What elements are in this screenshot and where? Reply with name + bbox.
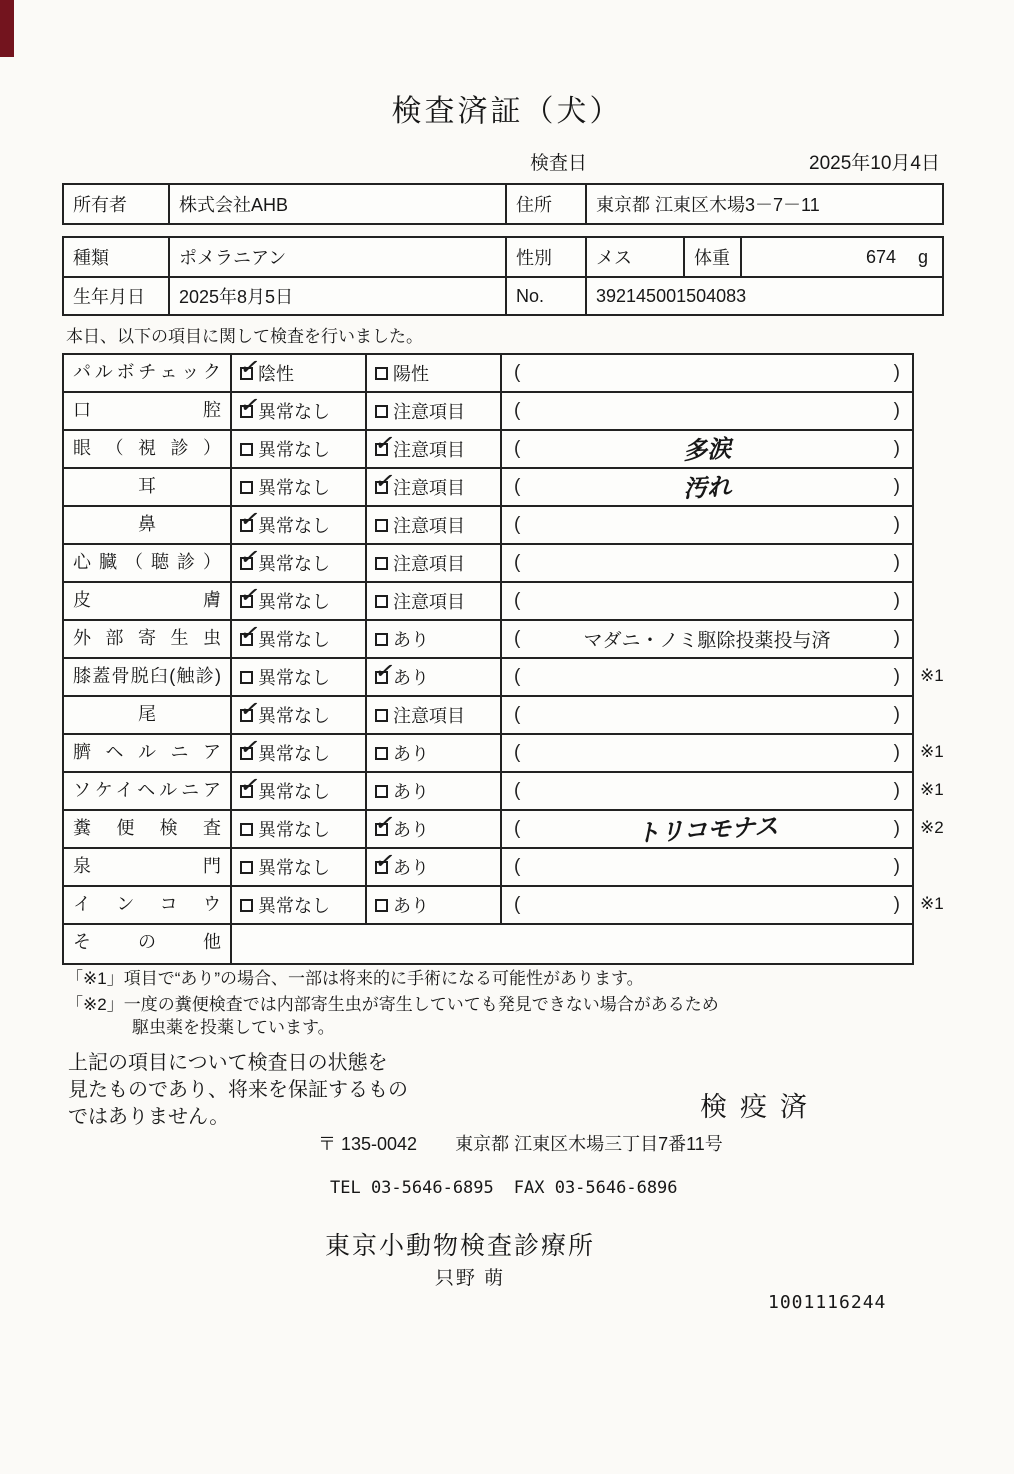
checkbox-icon xyxy=(375,633,388,646)
item-label: 臍ヘルニア xyxy=(64,735,232,773)
inspection-date-row xyxy=(505,148,940,175)
item-label: 外部寄生虫 xyxy=(64,621,232,659)
check-mark-icon: ✓ xyxy=(237,692,263,725)
breed-row xyxy=(64,238,942,276)
check-mark-icon: ✓ xyxy=(237,540,263,573)
checkbox-cell xyxy=(232,388,367,431)
paren-close-icon: ) xyxy=(893,362,900,383)
sex-value: メス xyxy=(587,238,685,276)
clinic-address: 東京都 江東区木場三丁目7番11号 xyxy=(455,1134,723,1154)
checkbox-label: 異常なし xyxy=(258,592,330,612)
check-mark-icon: ✓ xyxy=(372,426,398,459)
checkbox-label: 異常なし xyxy=(258,820,330,840)
paren-open-icon: ( xyxy=(514,894,521,915)
inspection-row xyxy=(64,768,912,811)
checkbox-label: あり xyxy=(393,782,429,802)
checkbox-cell xyxy=(367,426,502,469)
paren-open-icon: ( xyxy=(514,514,521,535)
checkbox-icon xyxy=(237,730,263,763)
checkbox-icon xyxy=(375,519,388,532)
owner-label: 所有者 xyxy=(64,185,170,223)
checkbox-cell xyxy=(232,469,367,507)
inspection-date-label: 検査日 xyxy=(530,153,588,174)
paren-close-icon: ) xyxy=(893,818,900,839)
checkbox-cell xyxy=(232,768,367,811)
weight-value xyxy=(742,238,942,276)
checkbox-icon xyxy=(240,899,253,912)
checkbox-cell xyxy=(367,464,502,507)
checkbox-cell xyxy=(367,393,502,431)
check-mark-icon: ✓ xyxy=(237,502,263,535)
serial-number: 1001116244 xyxy=(768,1292,887,1313)
handwritten-note: トリコモナス xyxy=(635,811,780,848)
footnote-1: 「※1」項目で“あり”の場合、一部は将来的に手術になる可能性があります。 xyxy=(66,969,644,988)
paren-close-icon: ) xyxy=(893,704,900,725)
paren-open-icon: ( xyxy=(514,552,521,573)
checkbox-icon xyxy=(372,464,398,497)
inspection-row xyxy=(64,806,912,849)
checkbox-label: 異常なし xyxy=(258,478,330,498)
checkbox-label: 注意項目 xyxy=(393,478,465,498)
footnote-ref: ※1 xyxy=(920,666,944,685)
paren-close-icon: ) xyxy=(893,780,900,801)
checkbox-icon xyxy=(240,481,253,494)
disclaimer-line2: 見たものであり、将来を保証するもの xyxy=(68,1079,408,1101)
checkbox-icon xyxy=(237,692,263,725)
checkbox-label: 異常なし xyxy=(258,858,330,878)
checkbox-icon xyxy=(237,768,263,801)
checkbox-cell xyxy=(232,431,367,469)
inspection-row xyxy=(64,350,912,393)
weight-number: 674 xyxy=(865,246,896,267)
checkbox-icon xyxy=(237,388,263,421)
checkbox-cell xyxy=(367,735,502,773)
item-label: 糞便検査 xyxy=(64,811,232,849)
birthdate-value: 2025年8月5日 xyxy=(170,276,507,314)
id-number-label: No. xyxy=(507,276,587,314)
check-mark-icon: ✓ xyxy=(237,388,263,421)
checkbox-label: あり xyxy=(393,630,429,650)
checkbox-label: 異常なし xyxy=(258,402,330,422)
item-label: 皮膚 xyxy=(64,583,232,621)
checkbox-icon xyxy=(237,350,263,383)
footnote-ref: ※2 xyxy=(920,818,944,837)
item-label: インコウ xyxy=(64,887,232,925)
remarks-cell xyxy=(502,355,912,393)
check-mark-icon: ✓ xyxy=(237,730,263,763)
paren-close-icon: ) xyxy=(893,894,900,915)
checkbox-label: 陰性 xyxy=(258,364,294,384)
remarks-cell xyxy=(502,849,912,887)
breed-value: ポメラニアン xyxy=(170,238,507,276)
checkbox-label: 異常なし xyxy=(258,440,330,460)
checkbox-icon xyxy=(375,367,388,380)
inspection-row xyxy=(64,464,912,507)
checkbox-cell xyxy=(367,583,502,621)
checkbox-icon xyxy=(240,443,253,456)
checkbox-label: あり xyxy=(393,820,429,840)
checkbox-label: 陽性 xyxy=(393,364,429,384)
item-label: 泉門 xyxy=(64,849,232,887)
footnote-ref: ※1 xyxy=(920,894,944,913)
remarks-cell xyxy=(502,659,912,697)
checkbox-cell xyxy=(232,692,367,735)
clinic-tel: TEL 03-5646-6895 xyxy=(330,1178,494,1198)
remarks-cell xyxy=(502,887,912,925)
clinic-fax: FAX 03-5646-6896 xyxy=(513,1178,678,1198)
footnote-2-line1: 「※2」一度の糞便検査では内部寄生虫が寄生していても発見できない場合があるため xyxy=(66,995,719,1014)
disclaimer-text xyxy=(68,1050,408,1131)
checkbox-cell xyxy=(367,773,502,811)
item-label: その他 xyxy=(64,925,232,963)
checkbox-icon xyxy=(240,861,253,874)
item-label: パルボチェック xyxy=(64,355,232,393)
postal-code: 〒 135-0042 xyxy=(318,1134,418,1154)
paren-close-icon: ) xyxy=(893,476,900,497)
paren-close-icon: ) xyxy=(893,552,900,573)
checkbox-icon xyxy=(375,405,388,418)
item-label: 口腔 xyxy=(64,393,232,431)
remarks-cell xyxy=(502,773,912,811)
intro-text: 本日、以下の項目に関して検査を行いました。 xyxy=(66,327,423,346)
owner-table xyxy=(62,183,944,225)
item-label: 膝蓋骨脱臼(触診) xyxy=(64,659,232,697)
item-label: 尾 xyxy=(64,697,232,735)
inspection-row xyxy=(64,925,912,963)
disclaimer-line3: ではありません。 xyxy=(68,1106,230,1128)
checkbox-cell xyxy=(232,578,367,621)
birth-row xyxy=(64,276,942,314)
check-mark-icon: ✓ xyxy=(237,578,263,611)
checkbox-label: 異常なし xyxy=(258,782,330,802)
remarks-cell xyxy=(502,697,912,735)
paren-close-icon: ) xyxy=(893,590,900,611)
paren-close-icon: ) xyxy=(893,400,900,421)
checkbox-label: 注意項目 xyxy=(393,706,465,726)
checkbox-icon xyxy=(372,844,398,877)
remarks-cell xyxy=(502,393,912,431)
address-value: 東京都 江東区木場3－7－11 xyxy=(596,195,820,215)
remarks-cell xyxy=(502,735,912,773)
checkbox-cell xyxy=(232,730,367,773)
checkbox-label: 注意項目 xyxy=(393,592,465,612)
paren-close-icon: ) xyxy=(893,438,900,459)
paren-open-icon: ( xyxy=(514,856,521,877)
weight-label: 体重 xyxy=(685,238,742,276)
disclaimer-line1: 上記の項目について検査日の状態を xyxy=(68,1052,388,1074)
checkbox-cell xyxy=(367,697,502,735)
checkbox-cell xyxy=(232,811,367,849)
checkbox-label: 注意項目 xyxy=(393,516,465,536)
item-label: 耳 xyxy=(64,469,232,507)
checkbox-icon xyxy=(237,578,263,611)
inspection-row xyxy=(64,616,912,659)
checkbox-icon xyxy=(375,557,388,570)
checkbox-cell xyxy=(367,806,502,849)
remarks-cell xyxy=(502,621,912,659)
checkbox-cell xyxy=(367,355,502,393)
checkbox-cell xyxy=(367,887,502,925)
owner-value: 株式会社AHB xyxy=(170,185,507,223)
paren-close-icon: ) xyxy=(893,742,900,763)
id-number-value: 392145001504083 xyxy=(587,276,942,314)
page-title: 検査済証（犬） xyxy=(391,95,623,128)
check-mark-icon: ✓ xyxy=(372,844,398,877)
checkbox-icon xyxy=(375,595,388,608)
checkbox-icon xyxy=(372,654,398,687)
checkbox-icon xyxy=(375,709,388,722)
paren-open-icon: ( xyxy=(514,780,521,801)
checkbox-label: 異常なし xyxy=(258,554,330,574)
inspection-row xyxy=(64,692,912,735)
check-mark-icon: ✓ xyxy=(237,616,263,649)
inspection-row xyxy=(64,887,912,925)
check-mark-icon: ✓ xyxy=(237,768,263,801)
checkbox-cell xyxy=(232,540,367,583)
checkbox-icon xyxy=(240,823,253,836)
remarks-cell xyxy=(502,507,912,545)
footnote-marks xyxy=(920,353,980,963)
animal-table xyxy=(62,236,944,316)
checkbox-cell xyxy=(232,616,367,659)
remarks-cell xyxy=(502,583,912,621)
inspection-row xyxy=(64,844,912,887)
checkbox-icon xyxy=(240,671,253,684)
check-mark-icon: ✓ xyxy=(237,350,263,383)
remarks-cell xyxy=(502,469,912,507)
remarks-cell xyxy=(502,811,912,849)
inspection-row xyxy=(64,654,912,697)
checkbox-icon xyxy=(375,747,388,760)
clinic-name: 東京小動物検査診療所 xyxy=(325,1232,596,1260)
checkbox-label: 異常なし xyxy=(258,668,330,688)
paren-open-icon: ( xyxy=(514,400,521,421)
checkbox-label: 注意項目 xyxy=(393,402,465,422)
check-mark-icon: ✓ xyxy=(372,464,398,497)
checkbox-label: 注意項目 xyxy=(393,554,465,574)
empty-cell xyxy=(232,925,912,963)
clinic-address-line xyxy=(318,1130,723,1156)
remarks-cell xyxy=(502,431,912,469)
check-mark-icon: ✓ xyxy=(372,806,398,839)
checkbox-label: 異常なし xyxy=(258,516,330,536)
footnote-ref: ※1 xyxy=(920,780,944,799)
paren-open-icon: ( xyxy=(514,438,521,459)
inspection-row xyxy=(64,540,912,583)
paren-open-icon: ( xyxy=(514,818,521,839)
scan-artifact-mark xyxy=(0,0,14,57)
checkbox-icon xyxy=(237,540,263,573)
checkbox-cell xyxy=(232,849,367,887)
paren-close-icon: ) xyxy=(893,856,900,877)
birthdate-label: 生年月日 xyxy=(64,276,170,314)
remarks-cell xyxy=(502,545,912,583)
item-label: 心臓（聴診） xyxy=(64,545,232,583)
checkbox-cell xyxy=(232,659,367,697)
checkbox-label: 異常なし xyxy=(258,630,330,650)
weight-unit: g xyxy=(917,246,928,267)
inspection-table xyxy=(62,350,914,965)
inspection-row xyxy=(64,388,912,431)
inspection-row xyxy=(64,426,912,469)
checkbox-icon xyxy=(237,616,263,649)
paren-open-icon: ( xyxy=(514,666,521,687)
clinic-contact-line xyxy=(330,1178,678,1198)
checkbox-label: 異常なし xyxy=(258,744,330,764)
checkbox-cell xyxy=(367,621,502,659)
checkbox-cell xyxy=(367,507,502,545)
breed-label: 種類 xyxy=(64,238,170,276)
checkbox-label: 異常なし xyxy=(258,896,330,916)
checkbox-cell xyxy=(232,350,367,393)
inspection-row xyxy=(64,502,912,545)
sex-label: 性別 xyxy=(507,238,587,276)
checkbox-label: 注意項目 xyxy=(393,440,465,460)
paren-close-icon: ) xyxy=(893,666,900,687)
checkbox-label: あり xyxy=(393,744,429,764)
item-label: 鼻 xyxy=(64,507,232,545)
inspection-row xyxy=(64,730,912,773)
checkbox-label: 異常なし xyxy=(258,706,330,726)
examiner-name: 只野 萌 xyxy=(434,1268,506,1289)
paren-close-icon: ) xyxy=(893,628,900,649)
paren-open-icon: ( xyxy=(514,628,521,649)
paren-open-icon: ( xyxy=(514,742,521,763)
handwritten-note: 汚れ xyxy=(682,471,732,503)
checkbox-cell xyxy=(367,545,502,583)
paren-open-icon: ( xyxy=(514,704,521,725)
checkbox-icon xyxy=(375,899,388,912)
owner-row xyxy=(64,185,942,223)
checkbox-cell xyxy=(232,887,367,925)
checkbox-icon xyxy=(372,426,398,459)
paren-close-icon: ) xyxy=(893,514,900,535)
checkbox-icon xyxy=(372,806,398,839)
footnote-ref: ※1 xyxy=(920,742,944,761)
quarantine-stamp: 検疫済 xyxy=(700,1092,820,1122)
paren-open-icon: ( xyxy=(514,590,521,611)
checkbox-cell xyxy=(367,844,502,887)
checkbox-label: あり xyxy=(393,896,429,916)
checkbox-cell xyxy=(232,502,367,545)
check-mark-icon: ✓ xyxy=(372,654,398,687)
checkbox-icon xyxy=(375,785,388,798)
handwritten-note: 多涙 xyxy=(682,433,732,465)
paren-open-icon: ( xyxy=(514,476,521,497)
address-label: 住所 xyxy=(507,185,587,223)
checkbox-label: あり xyxy=(393,668,429,688)
footnote-2-line2: 駆虫薬を投薬しています。 xyxy=(132,1018,335,1037)
item-label: ソケイヘルニア xyxy=(64,773,232,811)
inspection-row xyxy=(64,578,912,621)
paren-open-icon: ( xyxy=(514,362,521,383)
item-label: 眼（視診） xyxy=(64,431,232,469)
inspection-date-value: 2025年10月4日 xyxy=(809,153,940,174)
checkbox-cell xyxy=(367,654,502,697)
checkbox-icon xyxy=(237,502,263,535)
remarks-text: マダニ・ノミ駆除投薬投与済 xyxy=(583,630,831,652)
checkbox-label: あり xyxy=(393,858,429,878)
